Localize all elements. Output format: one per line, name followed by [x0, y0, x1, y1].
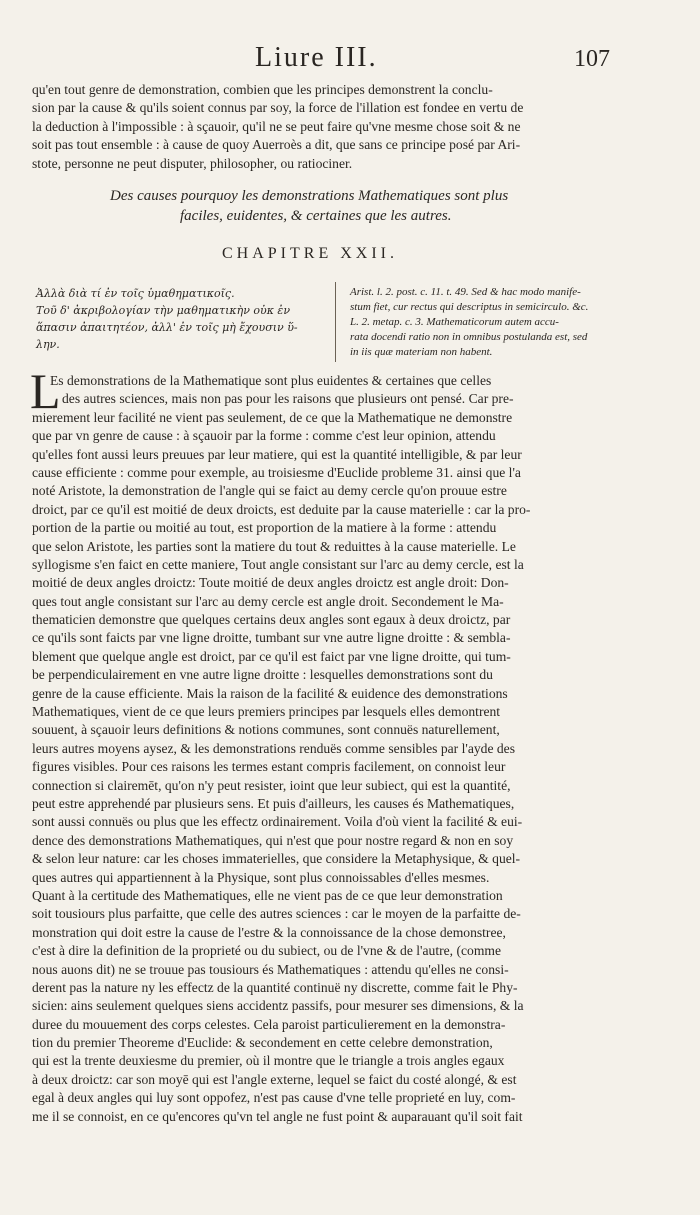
margin-note-line: Arist. l. 2. post. c. 11. t. 49. Sed & hac modo manife- — [350, 286, 581, 298]
text-line: & selon leur nature: car les choses immaterielles, que considere la Metaphysique, & quel- — [32, 851, 521, 867]
text-line: figures visibles. Pour ces raisons les termes estant compris facilement, on connoist leur — [32, 759, 506, 775]
text-line: be perpendiculairement en vne autre ligne droitte : lesquelles demonstrations sont du — [32, 667, 493, 683]
text-line: monstration qui doit estre la cause de l'estre & la connoissance de la chose demonstree, — [32, 924, 506, 940]
page-header — [0, 42, 700, 82]
margin-note — [350, 285, 620, 360]
text-line: nous auons dit) ne se trouue pas tousiours és Mathematiques : attendu qu'elles ne consi- — [32, 961, 509, 977]
text-line: connection si clairemēt, qu'on n'y peut resister, ioint que leur subiect, qui est la quantité, — [32, 777, 511, 793]
text-line: egal à deux angles qui luy sont oppofez, n'est pas cause d'vne telle proprieté en luy, com- — [32, 1090, 516, 1106]
text-line: dence des demonstrations Mathematiques, qui n'est que pour nostre regard & non en soy — [32, 832, 514, 848]
text-line: sicien: ains seulement quelques siens accidentz passifs, pour mesurer ses dimensions, & la — [32, 998, 524, 1014]
text-line: souuent, à sçauoir leurs definitions & notions communes, sont connuës naturellement, — [32, 722, 500, 738]
text-line: moitié de deux angles droictz: Toute moitié de deux angles droictz est angle droit: Don- — [32, 575, 509, 591]
greek-quote-line: λην. — [36, 338, 60, 351]
text-line: leurs autres moyens aysez, & les demonstrations renduës comme sensibles par l'ayde des — [32, 740, 516, 756]
text-line: que par vn genre de cause : à sçauoir par la forme : comme c'est leur opinion, attendu — [32, 428, 496, 444]
text-line: c'est à dire la definition de la proprieté ou du subiect, ou de l'vne & de l'autre, (comme — [32, 943, 501, 959]
page-number: 107 — [574, 46, 610, 72]
text-line: ques tout angle consistant sur l'arc au demy cercle est angle droit. Secondement le Ma- — [32, 593, 504, 609]
text-line: à deux droictz: car son moyē qui est l'angle externe, lequel se faict du costé alongé, & est — [32, 1071, 517, 1087]
text-line: la deduction à l'impossible : à sçauoir, qu'il ne se peut faire qu'vne mesme chose soit & ne — [32, 118, 521, 134]
text-line: genre de la cause efficiente. Mais la raison de la facilité & euidence des demonstrations — [32, 685, 508, 701]
greek-quote — [36, 285, 326, 353]
margin-note-line: in iis quæ materiam non habent. — [350, 346, 493, 358]
text-line: blement que quelque angle est droict, par ce qu'il est faict par vne ligne droitte, qui tum- — [32, 648, 511, 664]
drop-cap: L — [30, 363, 61, 419]
text-line: sion par la cause & qu'ils soient connus par soy, la force de l'illation est fondee en vertu de — [32, 100, 524, 116]
greek-quote-line: Ἀλλὰ διὰ τί ἐν τοῖς ὑμαθηματικοῖς. — [36, 287, 235, 300]
text-line: ques autres qui appartiennent à la Physique, sont plus connoissables d'elles mesmes. — [32, 869, 490, 885]
text-line: droict, par ce qu'il est moitié de deux droicts, est deduite par la cause materielle : car la pro- — [32, 501, 531, 517]
text-line: qui est la trente deuxiesme du premier, où il montre que le triangle a trois angles egaux — [32, 1053, 505, 1069]
section-heading-line: faciles, euidentes, & certaines que les autres. — [180, 208, 452, 224]
section-heading — [110, 186, 570, 226]
body-paragraph — [32, 372, 610, 1126]
greek-quote-line: ἅπασιν ἀπαιτητέον, ἀλλ' ἐν τοῖς μὴ ἔχουσιν ὕ- — [36, 321, 298, 334]
text-line: syllogisme s'en faict en cette maniere, Tout angle consistant sur l'arc au demy cercle, est la — [32, 556, 524, 572]
text-line: tion du premier Theoreme d'Euclide: & secondement en cette celebre demonstration, — [32, 1035, 493, 1051]
text-line: cause efficiente : comme pour exemple, au troisiesme d'Euclide probleme 31. ainsi que l'a — [32, 464, 521, 480]
text-line: soit pas tout ensemble : à cause de quoy Auerroès a dit, que sans ce principe posé par Ari- — [32, 137, 521, 153]
text-line: que selon Aristote, les parties sont la matiere du tout & reduittes à la cause materielle. Le — [32, 538, 516, 554]
text-line: thematicien demonstre que quelques certains deux angles sont egaux à deux droictz, par — [32, 612, 511, 628]
running-title: Liure III. — [255, 42, 378, 73]
text-line: Es demonstrations de la Mathematique sont plus euidentes & certaines que celles — [50, 373, 492, 388]
text-line: qu'elles font aussi leurs preuues par leur matiere, qui est la quantité intelligible, & par leur — [32, 446, 522, 462]
text-line: mierement leur facilité ne vient pas seulement, de ce que la Mathematique ne demonstre — [32, 409, 513, 425]
text-line: duree du mouuement des corps celestes. Cela paroist particulierement en la demonstra- — [32, 1016, 506, 1032]
text-line: noté Aristote, la demonstration de l'angle qui se faict au demy cercle qu'on prouue estre — [32, 483, 507, 499]
text-line: me il se connoist, en ce qu'encores qu'vn tel angle ne fust point & auparauant qu'il soit fait — [32, 1108, 523, 1124]
section-heading-line: Des causes pourquoy les demonstrations Mathematiques sont plus — [110, 188, 509, 204]
text-line: peut estre apprehendé par plusieurs sens. Et puis d'ailleurs, les causes és Mathematiques, — [32, 795, 515, 811]
chapter-title: CHAPITRE XXII. — [222, 245, 398, 262]
text-line: des autres sciences, mais non pas pour les raisons que plusieurs ont pensé. Car pre- — [62, 391, 514, 407]
margin-note-line: L. 2. metap. c. 3. Mathematicorum autem accu- — [350, 316, 559, 328]
note-bracket — [335, 282, 344, 362]
text-line: soit tousiours plus parfaitte, que celle des autres sciences : car le moyen de la parfaitte de- — [32, 906, 521, 922]
intro-paragraph — [32, 81, 610, 173]
text-line: sont aussi connuës ou plus que les effectz ordinairement. Voila d'où vient la facilité & eui- — [32, 814, 523, 830]
text-line: qu'en tout genre de demonstration, combien que les principes demonstrent la conclu- — [32, 82, 493, 97]
text-line: Quant à la certitude des Mathematiques, elle ne vient pas de ce que leur demonstration — [32, 887, 503, 903]
text-line: derent pas la nature ny les effectz de la quantité continuë ny discrette, comme fait le Phy- — [32, 979, 518, 995]
text-line: stote, personne ne peut disputer, philosopher, ou ratiociner. — [32, 155, 353, 171]
text-line: Mathematiques, vient de ce que leurs premiers principes par lesquels elles demontrent — [32, 704, 501, 720]
margin-note-line: stum fiet, cur rectus qui descriptus in semicirculo. &c. — [350, 301, 589, 313]
text-line: ce qu'ils sont faicts par vne ligne droitte, tumbant sur vne autre ligne droitte : & sembla- — [32, 630, 511, 646]
greek-quote-line: Τοῦ δ' ἀκριβολογίαν τὴν μαθηματικὴν οὐκ ἐν — [36, 304, 291, 317]
margin-note-line: rata docendi ratio non in omnibus postulanda est, sed — [350, 331, 588, 343]
text-line: portion de la partie ou moitié au tout, est proportion de la matiere à la forme : attendu — [32, 520, 497, 536]
